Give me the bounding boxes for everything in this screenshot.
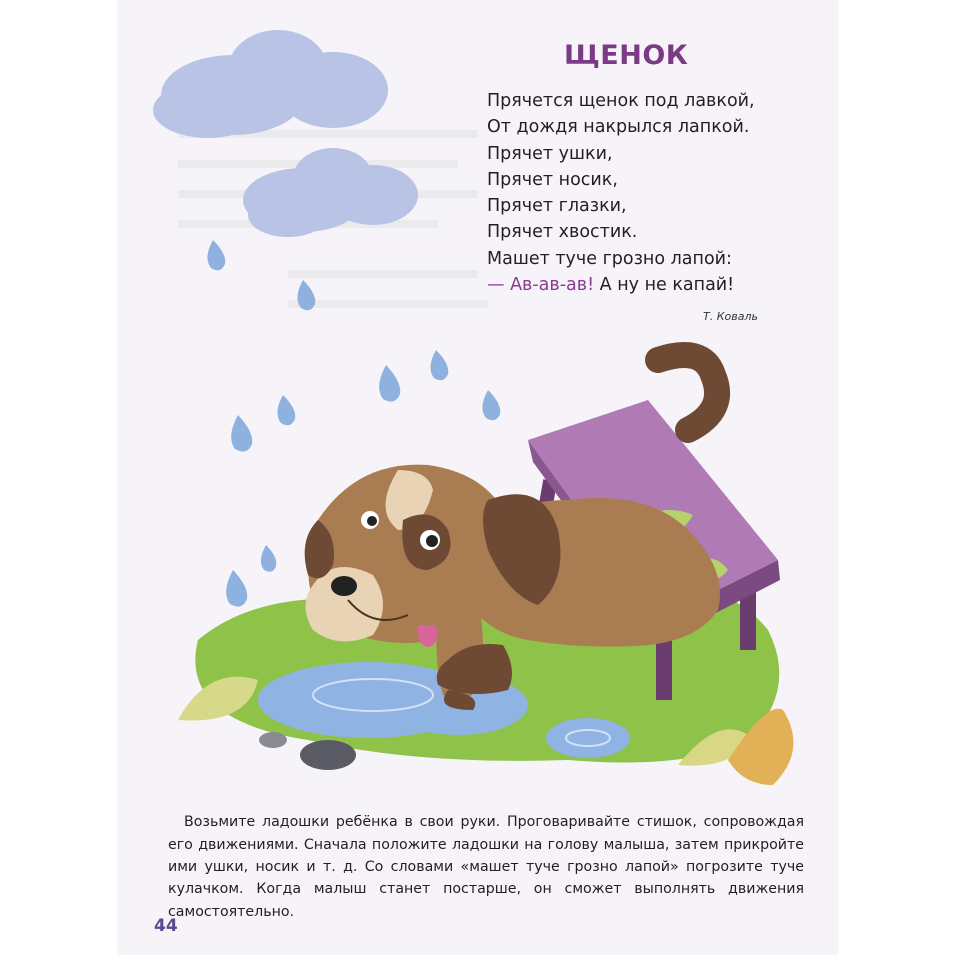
poem-text — [487, 88, 827, 298]
poem-line: Машет туче грозно лапой: — [487, 248, 732, 269]
poem-line: Прячется щенок под лавкой, — [487, 91, 755, 111]
poem-line: Прячет глазки, — [487, 196, 627, 217]
stone — [259, 732, 287, 748]
poem-line: Прячет хвостик. — [487, 222, 638, 243]
poem-line-last — [487, 272, 827, 298]
poem-title: ЩЕНОК — [564, 40, 689, 71]
poem-line: От дождя накрылся лапкой. — [487, 117, 750, 138]
poem-line-rest: А ну не капай! — [599, 275, 735, 296]
page-number: 44 — [154, 916, 178, 936]
book-page — [118, 0, 838, 955]
poem-dash: — — [487, 275, 505, 296]
instruction-paragraph: Возьмите ладошки ребёнка в свои руки. Проговаривайте стишок, сопровождая его движениями. Сначала положите ладошки на голову малыша, затем прикройте ими ушки, носик и т. д. Со словами «машет туче грозно лапой» погрозите туче кулачком. Когда малыш станет постарше, он сможет выполнять движения самостоятельно. — [168, 814, 804, 920]
poem-highlight: Ав-ав-ав! — [510, 275, 595, 296]
poem-line: Прячет носик, — [487, 169, 618, 190]
cloud-icon — [153, 30, 388, 138]
stone — [300, 740, 356, 770]
poem-line: Прячет ушки, — [487, 143, 613, 164]
dog-tail — [658, 355, 717, 430]
dog-nose — [331, 576, 357, 596]
poem-author: Т. Коваль — [703, 310, 758, 323]
